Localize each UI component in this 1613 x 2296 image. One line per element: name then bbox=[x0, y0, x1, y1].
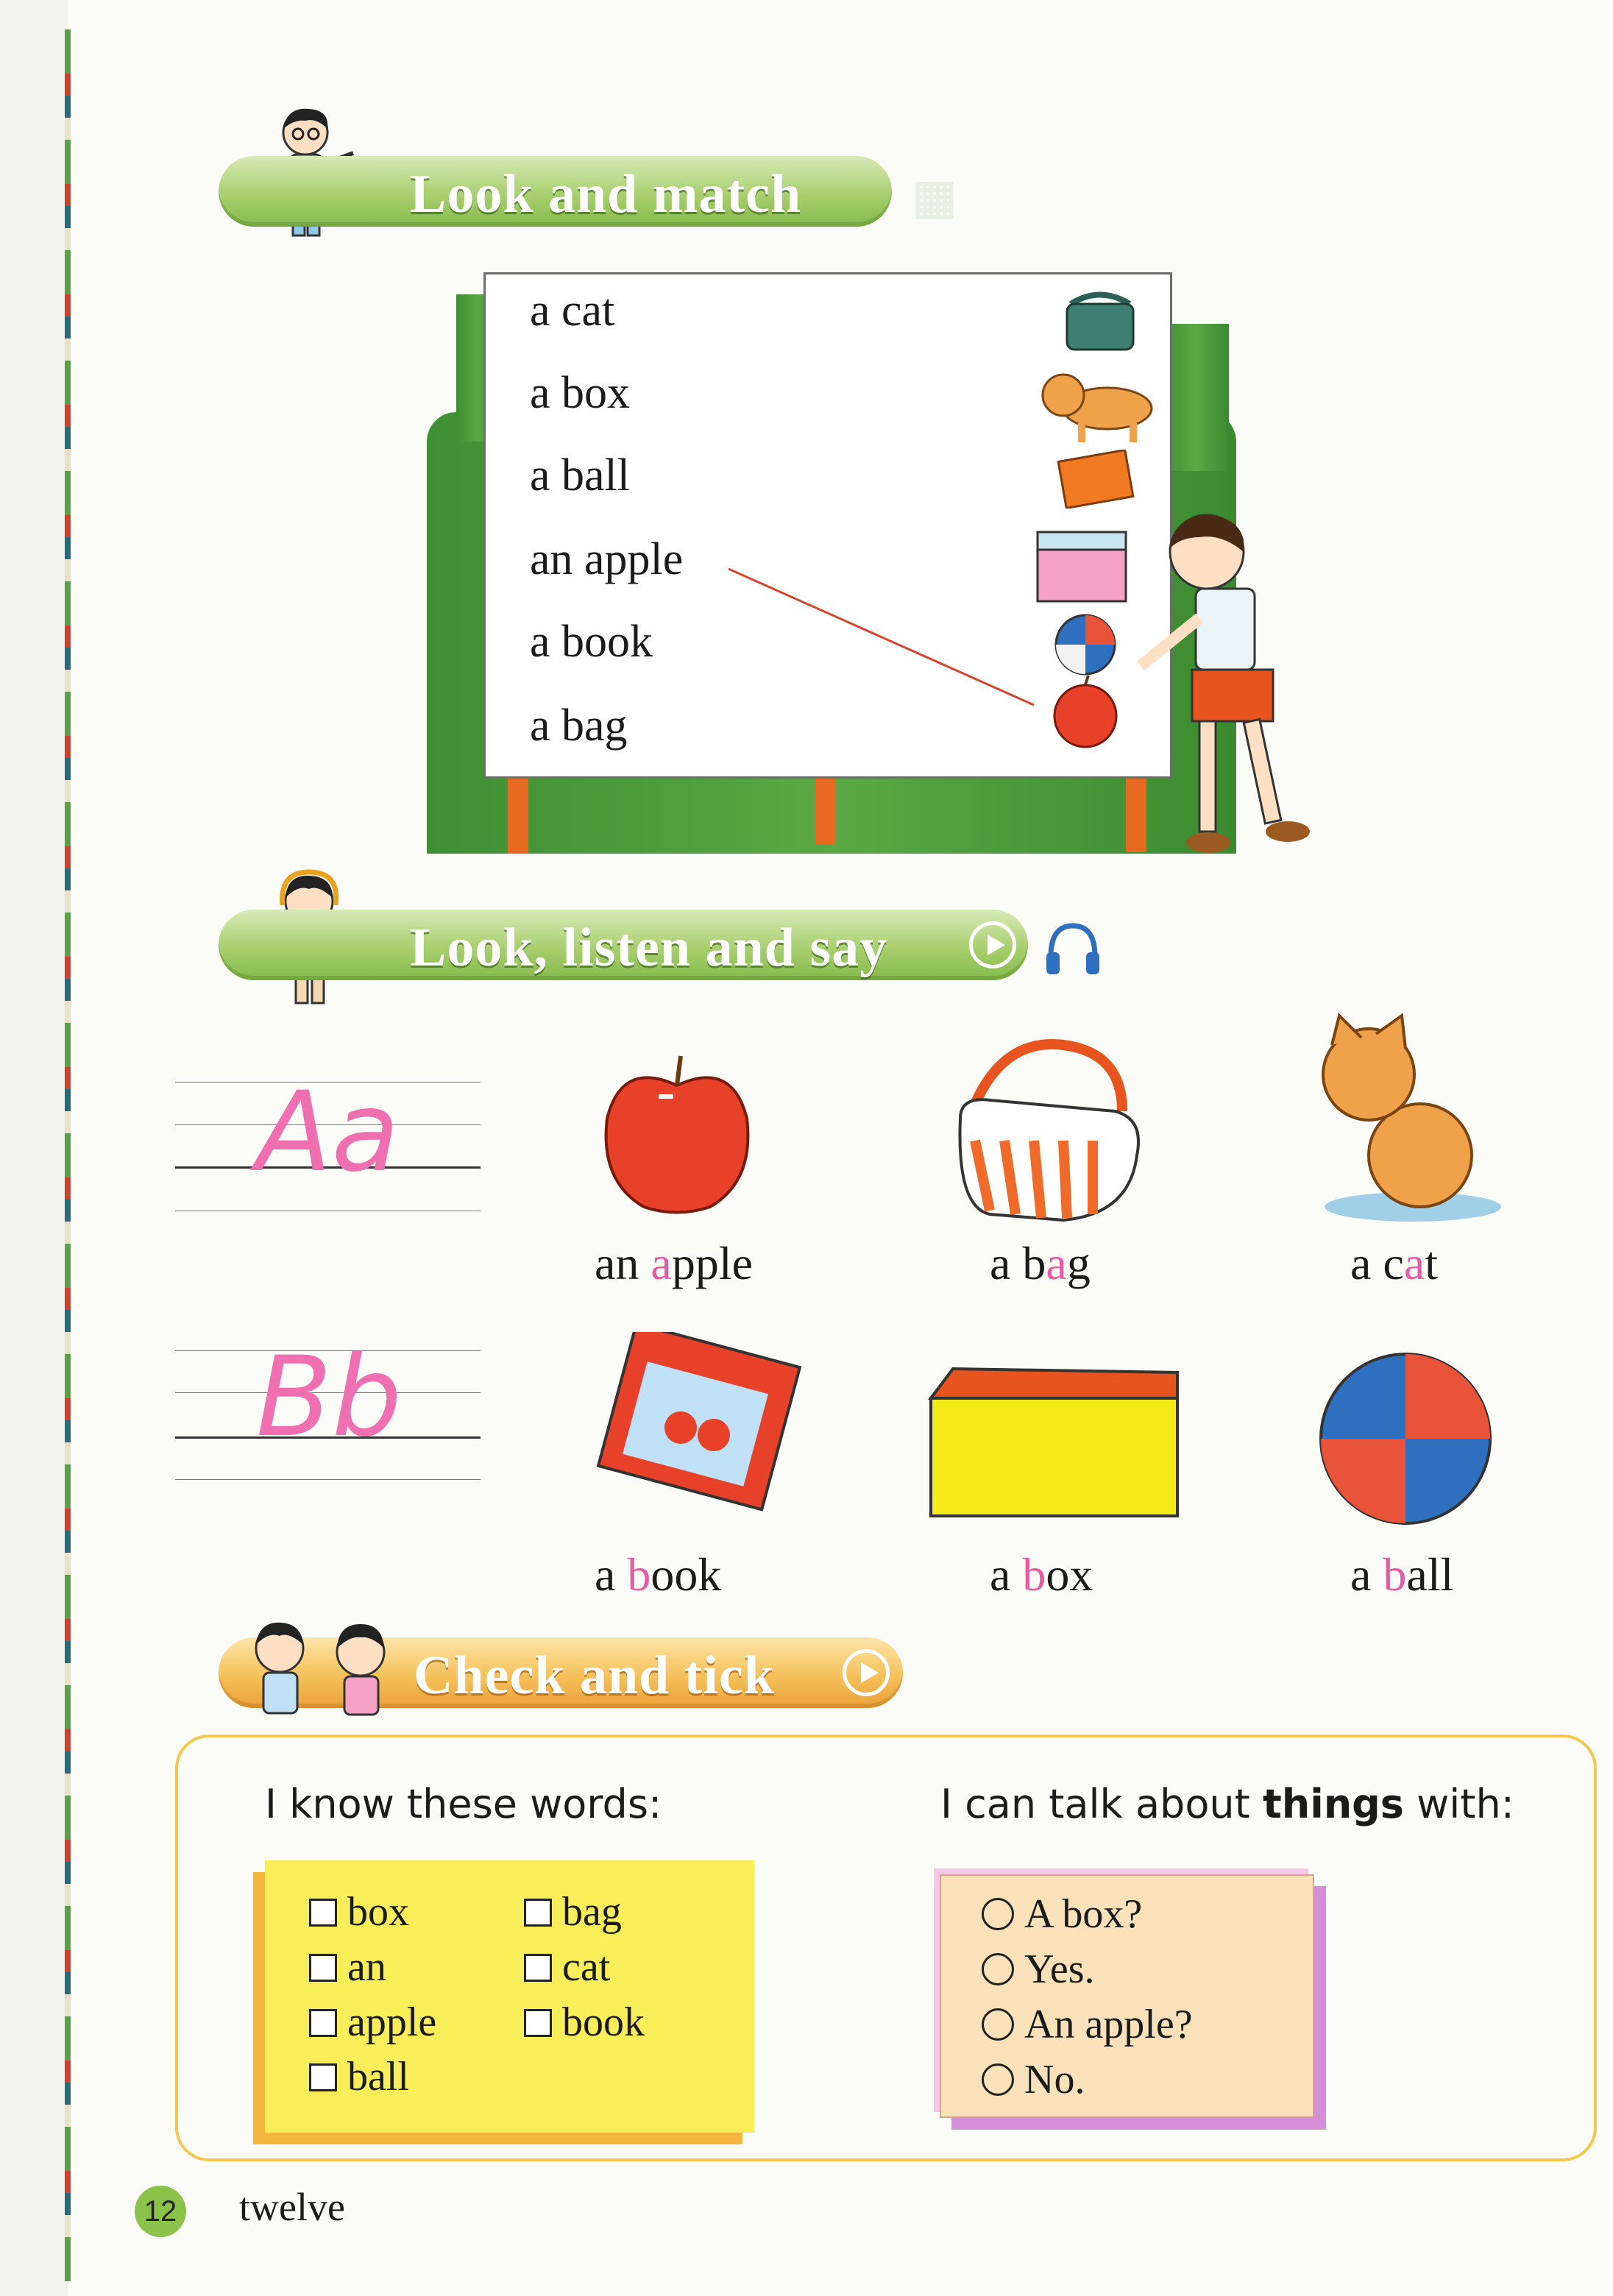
phrase-checklist-box bbox=[940, 1874, 1314, 2118]
talk-heading: I can talk about things with: bbox=[940, 1781, 1514, 1827]
bag-icon[interactable] bbox=[1060, 289, 1141, 359]
apple-icon bbox=[592, 1052, 762, 1225]
word-checkbox-item[interactable]: bag bbox=[524, 1888, 622, 1935]
radio-circle-icon[interactable] bbox=[982, 1953, 1014, 1985]
handwriting-lines-Bb bbox=[175, 1333, 481, 1494]
ball-icon[interactable] bbox=[1052, 612, 1119, 681]
word-checkbox-item[interactable]: apple bbox=[309, 1999, 436, 2046]
vocab-label-ball: a ball bbox=[1350, 1548, 1454, 1601]
bag-icon bbox=[946, 1030, 1152, 1233]
headphones-icon[interactable] bbox=[1043, 920, 1102, 982]
board-word[interactable]: a box bbox=[530, 368, 631, 418]
board-word[interactable]: a bag bbox=[530, 701, 628, 751]
letter-pair: Aa bbox=[256, 1069, 400, 1197]
checkbox-icon[interactable] bbox=[309, 2063, 337, 2091]
radio-circle-icon[interactable] bbox=[982, 2008, 1014, 2041]
phrase-radio-item[interactable]: An apple? bbox=[982, 2001, 1193, 2048]
word-checkbox-item[interactable]: book bbox=[524, 1999, 645, 2046]
word-checkbox-item[interactable]: box bbox=[309, 1888, 409, 1935]
board-word[interactable]: a ball bbox=[530, 450, 630, 500]
know-words-heading: I know these words: bbox=[265, 1781, 662, 1827]
page-number: 12 bbox=[135, 2186, 186, 2237]
section-title: Look, listen and say bbox=[410, 918, 888, 978]
word-checklist-box bbox=[265, 1860, 754, 2133]
checkbox-icon[interactable] bbox=[524, 1899, 552, 1927]
letter-pair: Bb bbox=[256, 1333, 403, 1461]
checkbox-icon[interactable] bbox=[524, 2009, 552, 2037]
boy-drawing-illustration bbox=[1119, 508, 1310, 861]
section-banner-look-and-match bbox=[219, 156, 892, 227]
board-word[interactable]: a cat bbox=[530, 286, 615, 336]
section-title: Check and tick bbox=[414, 1645, 775, 1706]
vocab-label-box: a box bbox=[990, 1548, 1093, 1601]
apple-icon[interactable] bbox=[1049, 676, 1122, 753]
section-title: Look and match bbox=[410, 164, 802, 224]
cat-icon bbox=[1302, 1008, 1509, 1233]
checkbox-icon[interactable] bbox=[309, 1899, 337, 1927]
board-word[interactable]: a book bbox=[530, 617, 653, 667]
vocab-label-apple: an apple bbox=[595, 1237, 753, 1289]
radio-circle-icon[interactable] bbox=[982, 2063, 1014, 2096]
board-leg bbox=[815, 779, 836, 845]
word-checkbox-item[interactable]: cat bbox=[524, 1944, 610, 1991]
handwriting-lines-Aa bbox=[175, 1069, 481, 1222]
book-icon[interactable] bbox=[1056, 450, 1137, 512]
phrase-radio-item[interactable]: A box? bbox=[982, 1891, 1142, 1938]
checkbox-icon[interactable] bbox=[524, 1954, 552, 1982]
checkbox-icon[interactable] bbox=[309, 1954, 337, 1982]
phrase-radio-item[interactable]: No. bbox=[982, 2056, 1085, 2103]
box-icon[interactable] bbox=[1030, 525, 1133, 609]
board-word[interactable]: an apple bbox=[530, 534, 684, 584]
page-binding bbox=[0, 0, 68, 2296]
board-leg bbox=[508, 779, 528, 854]
vocab-label-cat: a cat bbox=[1350, 1237, 1438, 1289]
checkbox-icon[interactable] bbox=[309, 2009, 337, 2037]
play-icon[interactable] bbox=[969, 921, 1016, 968]
match-board bbox=[483, 272, 1172, 779]
cat-icon[interactable] bbox=[1034, 364, 1159, 449]
vocab-label-book: a book bbox=[595, 1548, 722, 1601]
section-banner-look-listen-say bbox=[219, 910, 1028, 980]
two-children-illustration bbox=[243, 1615, 412, 1718]
word-checkbox-item[interactable]: an bbox=[309, 1944, 386, 1991]
box-icon bbox=[924, 1354, 1181, 1527]
play-icon[interactable] bbox=[843, 1649, 890, 1696]
page-number-word: twelve bbox=[239, 2185, 345, 2229]
radio-circle-icon[interactable] bbox=[982, 1898, 1014, 1930]
watermark: ▦ bbox=[912, 170, 957, 223]
phrase-radio-item[interactable]: Yes. bbox=[982, 1946, 1094, 1993]
word-checkbox-item[interactable]: ball bbox=[309, 2053, 409, 2100]
vocab-label-bag: a bag bbox=[990, 1237, 1091, 1289]
ball-icon bbox=[1317, 1350, 1494, 1531]
book-icon bbox=[578, 1332, 806, 1527]
